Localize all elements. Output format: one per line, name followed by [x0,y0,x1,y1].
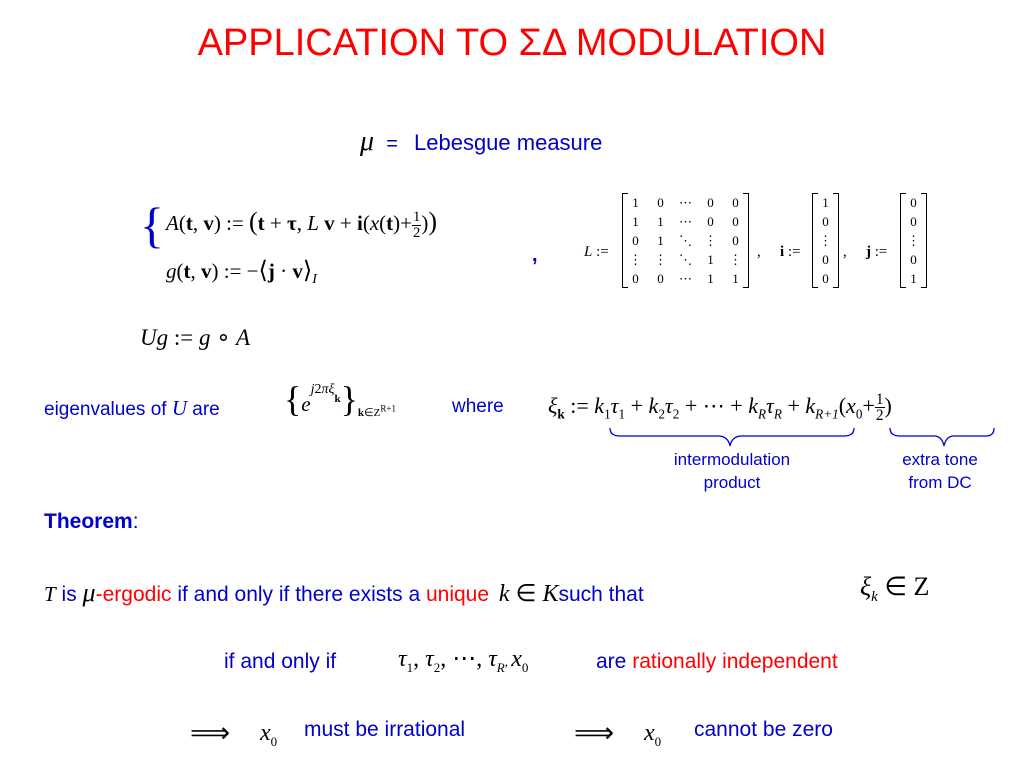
underbraces [600,426,1000,450]
i-cell: ⋮ [819,232,832,248]
L-cell: 1 [657,213,664,229]
L-cell: 0 [732,213,739,229]
underbrace-extra-tone [890,428,994,446]
theorem-taus: $\tau_1$, $\tau_2$, ⋯, $\tau_R$, $x_0$ [398,646,529,675]
theorem-is: is [61,583,77,606]
theorem-label: Theorem [44,510,133,533]
system-line-2: g(t, v) := −⟨j · $v⟩_I$ [166,258,317,288]
theorem-mu: μ [82,578,96,607]
cannot-be-zero: cannot be zero [694,718,833,741]
system-line-1: A(t, v) := (t + τ, L v + i(x(t)+ $\frac{1}{2}$ )) [166,207,438,241]
L-cell: 1 [732,270,739,286]
L-comma: , [757,244,761,260]
eigen-set: $\{e^{j2\pi\xi}_k\}_{k\in Z^{R+1}}$ [284,379,396,420]
i-comma: , [843,244,847,260]
extra-tone-label-line1: extra tone [902,450,978,469]
eigen-U: U [171,396,187,420]
extra-tone-label [880,449,1000,495]
L-cell: ⋮ [704,232,717,248]
L-cell: 1 [632,194,639,210]
j-vector [900,193,927,288]
L-cell: ⋮ [729,251,742,267]
theorem-rationally-independent: rationally independent [632,650,838,673]
j-cell: 0 [910,251,917,267]
theorem-unique: unique [425,583,490,606]
i-label: i := [780,244,801,260]
L-cell: 1 [707,251,714,267]
underbrace-intermodulation [610,428,854,446]
theorem-line-2-end [596,650,838,674]
L-cell: 0 [657,270,664,286]
must-be-irrational: must be irrational [304,718,466,741]
L-cell: 0 [732,194,739,210]
L-cell: 1 [707,270,714,286]
L-cell: ⋯ [679,194,692,210]
slide-title: APPLICATION TO ΣΔ MODULATION [197,22,827,64]
theorem-kK: k ∈ K [498,581,559,607]
eigen-suffix: are [192,399,220,420]
L-cell: ⋮ [654,251,667,267]
x0-2: $x_0$ [644,720,662,749]
mu-definition [360,126,602,158]
theorem-ergodic: -ergodic [95,583,172,606]
L-cell: ⋯ [679,213,692,229]
theorem-iff2: if and only if [224,650,337,673]
intermod-label-line1: intermodulation [673,450,791,469]
eigen-where: where [452,396,504,417]
L-cell: 0 [632,270,639,286]
L-cell: 1 [632,213,639,229]
extra-tone-label-line2: from DC [908,472,972,492]
L-cell: 0 [657,194,664,210]
theorem-colon: : [132,510,139,533]
L-cell: 0 [707,213,714,229]
theorem-such-that: such that [558,583,644,606]
L-label: L := [584,244,609,260]
x0-1: $x_0$ [260,720,278,749]
system-brace: { [140,197,164,253]
mu-equals: = [386,133,398,155]
mu-description: Lebesgue measure [414,130,603,155]
i-cell: 0 [822,251,829,267]
j-label: j := [866,244,888,260]
eigen-prefix: eigenvalues of [44,399,167,420]
intermod-label [652,449,812,495]
mu-symbol: μ [360,126,375,157]
ug-definition: Ug := g ∘ A [140,325,251,350]
eigen-label [44,396,220,421]
theorem-heading [44,510,139,534]
j-cell: 0 [910,213,917,229]
j-cell: 0 [910,194,917,210]
intermod-label-line2: product [703,472,761,492]
system-comma: , [532,244,538,266]
L-cell: ⋱ [679,251,692,267]
L-cell: 0 [707,194,714,210]
L-cell: 0 [732,232,739,248]
L-cell: ⋱ [679,232,692,248]
theorem-xik: $\xi_k$ ∈ Z [860,572,930,606]
L-cell: ⋮ [629,251,642,267]
theorem-T: T [44,582,56,606]
L-matrix [622,193,749,288]
theorem-are: are [596,650,627,673]
i-vector [812,193,839,288]
i-cell: 1 [822,194,829,210]
L-cell: ⋯ [679,270,692,286]
j-cell: ⋮ [907,232,920,248]
theorem-iff1: if and only if there exists a [177,583,421,606]
j-cell: 1 [910,270,917,286]
implies-arrow-2: ⟹ [574,718,615,749]
i-cell: 0 [822,270,829,286]
theorem-line-1 [44,578,644,608]
i-cell: 0 [822,213,829,229]
xi-definition: $\xi_k$ := $k_1\tau_1 + k_2\tau_2$ + ⋯ + $k_R\tau_R + k_{R+1}(x_0+$ $\frac{1}{2}$ ) [548,391,892,425]
L-cell: 1 [657,232,664,248]
L-cell: 0 [632,232,639,248]
implies-arrow-1: ⟹ [190,718,231,749]
